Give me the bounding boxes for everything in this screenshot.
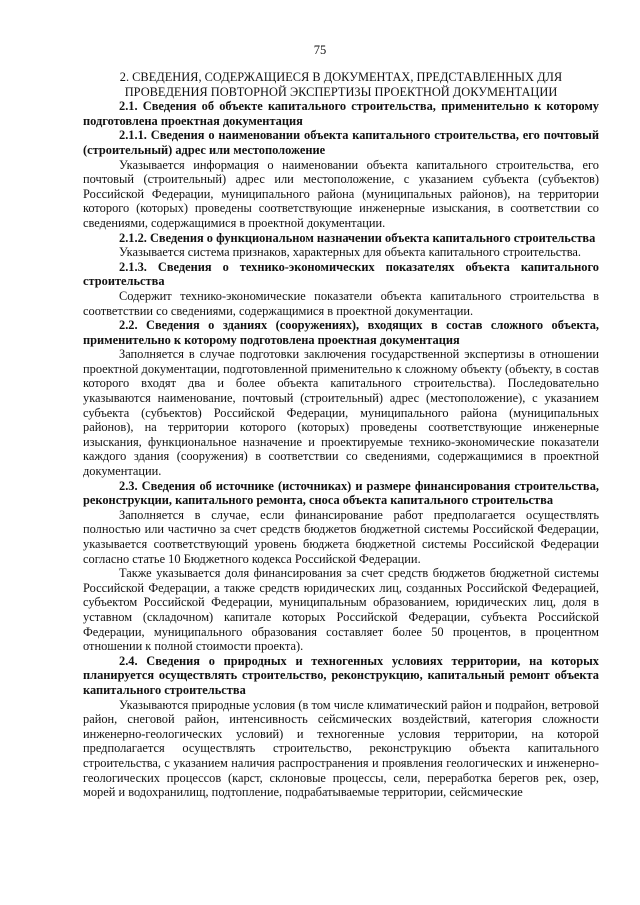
heading-2-1: 2.1. Сведения об объекте капитального строительства, применительно к которому подготовлена проектная документация	[83, 99, 599, 128]
heading-2-1-2: 2.1.2. Сведения о функциональном назначении объекта капитального строительства	[119, 230, 596, 245]
section-title: 2. СВЕДЕНИЯ, СОДЕРЖАЩИЕСЯ В ДОКУМЕНТАХ, ПРЕДСТАВЛЕННЫХ ДЛЯ ПРОВЕДЕНИЯ ПОВТОРНОЙ ЭКСПЕРТИЗЫ ПРОЕКТНОЙ ДОКУМЕНТАЦИИ	[119, 70, 563, 99]
heading-2-4: 2.4. Сведения о природных и техногенных условиях территории, на которых планируется осуществлять строительство, реконструкцию, капитальный ремонт объекта капитального строительства	[83, 653, 599, 697]
heading-2-1-1: 2.1.1. Сведения о наименовании объекта капитального строительства, его почтовый (строительный) адрес или местоположение	[83, 128, 599, 157]
paragraph-2-2: Заполняется в случае подготовки заключения государственной экспертизы в отношении проектной документации, подготовленной применительно к сложному объекту (объекту, в состав которого входят два и более объекта капитального строительства). Последовательно указываются наименование, почтовый (строительный) адрес (местоположение), с указанием субъекта (субъектов) Российской Федерации, муниципального района (муниципальных районов), на территории которого (которых) проведены соответствующие инженерные изыскания, функциональное назначение и проектируемые технико-экономические показатели каждого здания (сооружения) в соответствии со сведениями, содержащимися в проектной документации.	[83, 347, 599, 479]
paragraph-2-3-b: Также указывается доля финансирования за счет средств бюджетов бюджетной системы Российской Федерации, а также средств юридических лиц, созданных Российской Федерацией, субъектом Российской Федерации, муниципальным образованием, юридических лиц, доля в уставном (складочном) капитале которых Российской Федерации, субъекта Российской Федерации, муниципального образования составляет более 50 процентов, в процентном отношении к полной стоимости проекта).	[83, 566, 599, 654]
paragraph-2-4: Указываются природные условия (в том числе климатический район и подрайон, ветровой район, снеговой район, интенсивность сейсмических воздействий, категория сложности инженерно-геологических условий) и техногенные условия территории, на которой предполагается осуществлять строительство, реконструкцию объекта капитального строительства, с указанием наличия распространения и проявления геологических и инженерно-геологических процессов (карст, склоновые процессы, сели, переработка берегов рек, озер, морей и водохранилищ, подтопление, подрабатываемые территории, сейсмические	[83, 697, 599, 800]
paragraph-2-1-3: Содержит технико-экономические показатели объекта капитального строительства в соответствии со сведениями, содержащимися в проектной документации.	[83, 288, 599, 318]
heading-2-3: 2.3. Сведения об источнике (источниках) и размере финансирования строительства, реконструкции, капитального ремонта, сноса объекта капитального строительства	[83, 478, 599, 508]
paragraph-2-1-1: Указывается информация о наименовании объекта капитального строительства, его почтовый (строительный) адрес или местоположение, с указанием субъекта (субъектов) Российской Федерации, муниципального района (муниципальных районов), на территории которого (которых) проведены соответствующие инженерные изыскания, в соответствии со сведениями, содержащимися в проектной документации.	[83, 157, 599, 230]
page-number: 75	[313, 43, 327, 57]
paragraph-2-1-2: Указывается система признаков, характерных для объекта капитального строительства.	[119, 245, 582, 260]
heading-2-1-3: 2.1.3. Сведения о технико-экономических показателях объекта капитального строительства	[83, 259, 599, 289]
paragraph-2-3-a: Заполняется в случае, если финансирование работ предполагается осуществлять полностью или частично за счет средств бюджетов бюджетной системы Российской Федерации, указывается соответствующий уровень бюджета бюджетной системы Российской Федерации согласно статье 10 Бюджетного кодекса Российской Федерации.	[83, 507, 599, 566]
document-body	[83, 70, 599, 800]
heading-2-2: 2.2. Сведения о зданиях (сооружениях), входящих в состав сложного объекта, применительно к которому подготовлена проектная документация	[83, 318, 599, 347]
